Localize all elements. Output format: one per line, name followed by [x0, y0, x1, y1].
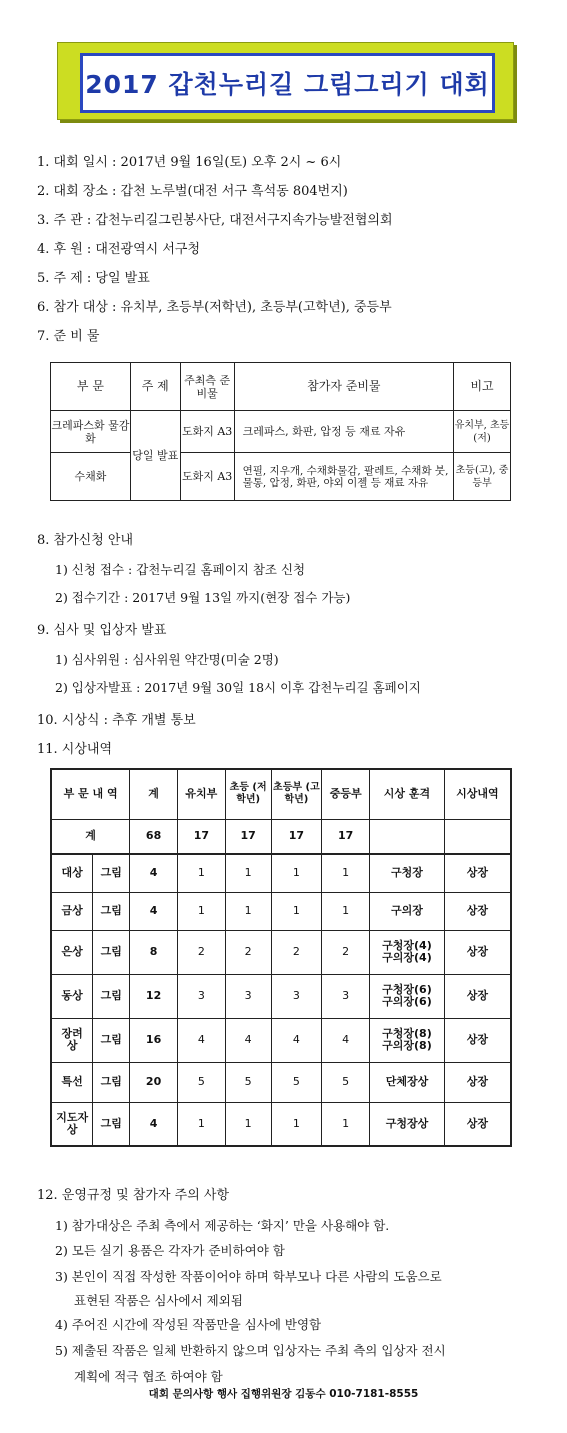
award-by: 단체장상 — [370, 1062, 445, 1102]
section12-line: 4) 주어진 시간에 작성된 작품만을 심사에 반영함 — [55, 1317, 322, 1332]
award-name: 금상 — [51, 892, 93, 930]
item-venue: 2. 대회 장소 : 갑천 노루벌(대전 서구 흑석동 804번지) — [37, 184, 348, 199]
title-banner — [57, 42, 514, 120]
awards-row — [51, 1062, 511, 1102]
cell-note: 유치부, 초등(저) — [454, 411, 511, 453]
section12-line: 3) 본인이 직접 작성한 작품이어야 하며 학부모나 다른 사람의 도움으로 — [55, 1269, 442, 1284]
cell-category: 크레파스화 물감화 — [51, 411, 131, 453]
award-name: 특선 — [51, 1062, 93, 1102]
section8-line: 2) 접수기간 : 2017년 9월 13일 까지(현장 접수 가능) — [55, 590, 351, 605]
award-name: 지도자상 — [51, 1102, 93, 1146]
award-by: 구청장상 — [370, 1102, 445, 1146]
section8-line: 1) 신청 접수 : 갑천누리길 홈페이지 참조 신청 — [55, 562, 306, 577]
item-eligibility: 6. 참가 대상 : 유치부, 초등부(저학년), 초등부(고학년), 중등부 — [37, 300, 392, 315]
item-theme: 5. 주 제 : 당일 발표 — [37, 271, 150, 286]
item-organizer: 3. 주 관 : 갑천누리길그린봉사단, 대전서구지속가능발전협의회 — [37, 213, 393, 228]
section12-line: 2) 모든 실기 용품은 각자가 준비하여야 함 — [55, 1243, 285, 1258]
item-date: 1. 대회 일시 : 2017년 9월 16일(토) 오후 2시 ~ 6시 — [37, 155, 342, 170]
section9-line: 2) 입상자발표 : 2017년 9월 30일 18시 이후 갑천누리길 홈페이지 — [55, 680, 421, 695]
award-type: 그림 — [93, 1018, 130, 1062]
award-name: 동상 — [51, 974, 93, 1018]
award-elem-upper: 1 — [271, 1102, 322, 1146]
cell-participant-materials: 연필, 지우개, 수채화물감, 팔레트, 수채화 붓, 물통, 압정, 화판, 야외 이젤 등 재료 자유 — [234, 453, 453, 501]
materials-header-row — [51, 363, 511, 411]
header-total: 계 — [130, 769, 178, 819]
award-middle: 5 — [322, 1062, 370, 1102]
award-sum: 4 — [130, 1102, 178, 1146]
footer-contact: 대회 문의사항 행사 집행위원장 김동수 010-7181-8555 — [148, 1388, 419, 1400]
header-org-materials: 주최측 준비물 — [180, 363, 234, 411]
section12-line: 5) 제출된 작품은 일체 반환하지 않으며 입상자는 주최 측의 입상자 전시 — [55, 1343, 446, 1358]
award-kinder: 1 — [177, 854, 225, 892]
total-kinder: 17 — [177, 819, 225, 854]
award-type: 그림 — [93, 1062, 130, 1102]
awards-total-row — [51, 819, 511, 854]
cell-org-materials: 도화지 A3 — [180, 411, 234, 453]
header-participant-materials: 참가자 준비물 — [234, 363, 453, 411]
award-elem-upper: 1 — [271, 854, 322, 892]
item-sponsor: 4. 후 원 : 대전광역시 서구청 — [37, 242, 201, 257]
awards-header-row — [51, 769, 511, 819]
section11-heading: 11. 시상내역 — [37, 742, 113, 757]
award-sum: 4 — [130, 892, 178, 930]
award-sum: 8 — [130, 930, 178, 974]
award-sum: 16 — [130, 1018, 178, 1062]
award-middle: 4 — [322, 1018, 370, 1062]
award-elem-upper: 4 — [271, 1018, 322, 1062]
total-middle: 17 — [322, 819, 370, 854]
award-elem-upper: 5 — [271, 1062, 322, 1102]
materials-row — [51, 453, 511, 501]
section12-line: 계획에 적극 협조 하여야 함 — [74, 1369, 223, 1384]
section12-heading: 12. 운영규정 및 참가자 주의 사항 — [37, 1188, 230, 1203]
cell-note: 초등(고), 중등부 — [454, 453, 511, 501]
award-kinder: 2 — [177, 930, 225, 974]
section12-line: 1) 참가대상은 주최 측에서 제공하는 ‘화지’ 만을 사용해야 함. — [55, 1218, 390, 1233]
header-award-grade: 시상 훈격 — [370, 769, 445, 819]
section9-line: 1) 심사위원 : 심사위원 약간명(미술 2명) — [55, 652, 279, 667]
award-middle: 1 — [322, 1102, 370, 1146]
header-elem-lower: 초등 (저학년) — [225, 769, 271, 819]
award-middle: 3 — [322, 974, 370, 1018]
award-type: 그림 — [93, 854, 130, 892]
header-middle: 중등부 — [322, 769, 370, 819]
cell-topic: 당일 발표 — [130, 411, 180, 501]
award-middle: 1 — [322, 854, 370, 892]
awards-row — [51, 1102, 511, 1146]
awards-row — [51, 892, 511, 930]
award-type: 그림 — [93, 930, 130, 974]
award-kinder: 1 — [177, 892, 225, 930]
awards-table — [50, 768, 512, 1147]
header-category: 부 문 — [51, 363, 131, 411]
award-elem-upper: 3 — [271, 974, 322, 1018]
title-box — [80, 53, 495, 113]
total-label: 계 — [51, 819, 130, 854]
award-elem-lower: 1 — [225, 892, 271, 930]
item-materials: 7. 준 비 물 — [37, 329, 100, 344]
award-elem-upper: 1 — [271, 892, 322, 930]
award-by: 구청장 — [370, 854, 445, 892]
award-kinder: 1 — [177, 1102, 225, 1146]
total-elem-upper: 17 — [271, 819, 322, 854]
header-division: 부 문 내 역 — [51, 769, 130, 819]
materials-table — [50, 362, 511, 501]
awards-row — [51, 1018, 511, 1062]
header-award-detail: 시상내역 — [444, 769, 511, 819]
award-sum: 12 — [130, 974, 178, 1018]
award-prize: 상장 — [444, 1102, 511, 1146]
award-type: 그림 — [93, 974, 130, 1018]
header-elem-upper: 초등부 (고학년) — [271, 769, 322, 819]
page-title: 2017 갑천누리길 그림그리기 대회 — [85, 70, 490, 99]
award-kinder: 4 — [177, 1018, 225, 1062]
award-kinder: 5 — [177, 1062, 225, 1102]
total-sum: 68 — [130, 819, 178, 854]
award-by: 구의장 — [370, 892, 445, 930]
header-kinder: 유치부 — [177, 769, 225, 819]
award-name: 대상 — [51, 854, 93, 892]
award-type: 그림 — [93, 892, 130, 930]
cell-participant-materials: 크레파스, 화판, 압정 등 재료 자유 — [234, 411, 453, 453]
award-name: 은상 — [51, 930, 93, 974]
award-name: 장려상 — [51, 1018, 93, 1062]
header-topic: 주 제 — [130, 363, 180, 411]
awards-row — [51, 854, 511, 892]
award-prize: 상장 — [444, 854, 511, 892]
award-kinder: 3 — [177, 974, 225, 1018]
section8-heading: 8. 참가신청 안내 — [37, 533, 134, 548]
award-prize: 상장 — [444, 892, 511, 930]
award-elem-lower: 3 — [225, 974, 271, 1018]
awards-row — [51, 974, 511, 1018]
award-elem-lower: 1 — [225, 854, 271, 892]
award-prize: 상장 — [444, 974, 511, 1018]
total-elem-lower: 17 — [225, 819, 271, 854]
award-sum: 4 — [130, 854, 178, 892]
materials-row — [51, 411, 511, 453]
award-sum: 20 — [130, 1062, 178, 1102]
award-by: 구청장(8) 구의장(8) — [370, 1018, 445, 1062]
section9-heading: 9. 심사 및 입상자 발표 — [37, 623, 167, 638]
award-elem-lower: 5 — [225, 1062, 271, 1102]
award-prize: 상장 — [444, 1062, 511, 1102]
award-by: 구청장(4) 구의장(4) — [370, 930, 445, 974]
award-middle: 2 — [322, 930, 370, 974]
awards-row — [51, 930, 511, 974]
section12-line: 표현된 작품은 심사에서 제외됨 — [74, 1293, 243, 1308]
award-middle: 1 — [322, 892, 370, 930]
award-elem-upper: 2 — [271, 930, 322, 974]
award-prize: 상장 — [444, 1018, 511, 1062]
award-by: 구청장(6) 구의장(6) — [370, 974, 445, 1018]
award-elem-lower: 1 — [225, 1102, 271, 1146]
award-type: 그림 — [93, 1102, 130, 1146]
cell-org-materials: 도화지 A3 — [180, 453, 234, 501]
section10-text: 10. 시상식 : 추후 개별 통보 — [37, 713, 196, 728]
award-elem-lower: 2 — [225, 930, 271, 974]
cell-category: 수채화 — [51, 453, 131, 501]
header-note: 비고 — [454, 363, 511, 411]
total-empty — [444, 819, 511, 854]
total-empty — [370, 819, 445, 854]
award-elem-lower: 4 — [225, 1018, 271, 1062]
award-prize: 상장 — [444, 930, 511, 974]
